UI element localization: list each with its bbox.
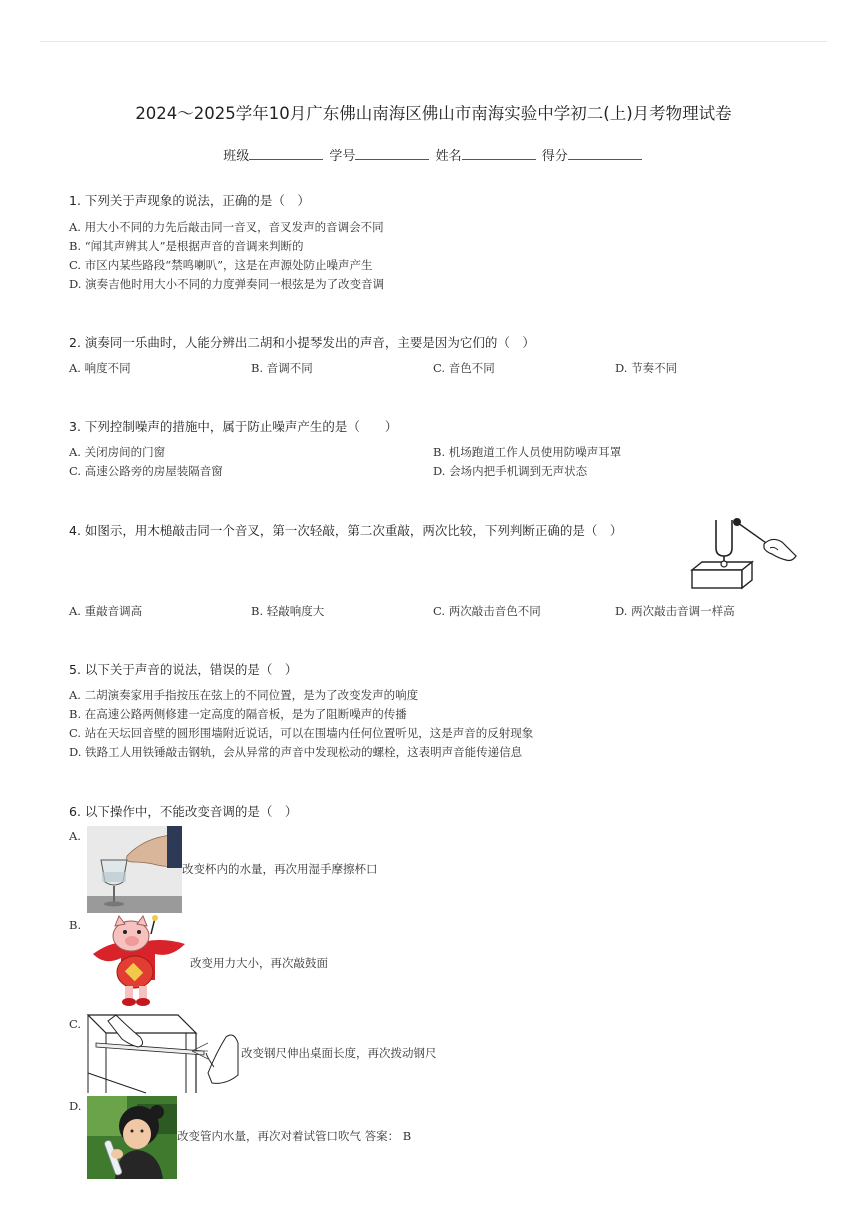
question-2-option-a: A. 响度不同 bbox=[69, 361, 131, 375]
question-1-stem: 1. 下列关于声现象的说法，正确的是（ ） bbox=[69, 193, 310, 208]
steel-ruler-table-image bbox=[86, 1013, 241, 1095]
question-6-option-d-letter: D. bbox=[69, 1099, 82, 1113]
question-2-option-b: B. 音调不同 bbox=[251, 361, 313, 375]
question-6-option-d-text: 改变管内水量，再次对着试管口吹气 答案： B bbox=[177, 1129, 412, 1143]
question-1-option-c: C. 市区内某些路段“禁鸣喇叭”，这是在声源处防止噪声产生 bbox=[69, 258, 373, 272]
question-5-option-d: D. 铁路工人用铁锤敲击钢轨，会从异常的声音中发现松动的螺栓，这表明声音能传递信息 bbox=[69, 745, 523, 759]
question-1-option-b: B. “闻其声辨其人”是根据声音的音调来判断的 bbox=[69, 239, 304, 253]
question-6-option-c-text: 改变钢尺伸出桌面长度，再次拨动钢尺 bbox=[241, 1046, 437, 1060]
question-2-option-c: C. 音色不同 bbox=[433, 361, 495, 375]
tuning-fork-figure bbox=[686, 514, 802, 592]
cartoon-pig-drum-image bbox=[85, 914, 189, 1012]
class-label: 班级 bbox=[223, 149, 250, 164]
question-3-option-d: D. 会场内把手机调到无声状态 bbox=[433, 464, 588, 478]
question-1-option-a: A. 用大小不同的力先后敲击同一音叉，音叉发声的音调会不同 bbox=[69, 220, 384, 234]
wine-glass-finger-image bbox=[87, 826, 182, 913]
question-3-option-c: C. 高速公路旁的房屋装隔音窗 bbox=[69, 464, 223, 478]
question-6-option-b-text: 改变用力大小，再次敲鼓面 bbox=[190, 956, 328, 970]
question-4-stem: 4. 如图示，用木槌敲击同一个音叉，第一次轻敲，第二次重敲，两次比较，下列判断正确的是（ ） bbox=[69, 523, 623, 538]
question-2-option-d: D. 节奏不同 bbox=[615, 361, 678, 375]
question-5-option-a: A. 二胡演奏家用手指按压在弦上的不同位置，是为了改变发声的响度 bbox=[69, 688, 419, 702]
exam-title: 2024～2025学年10月广东佛山南海区佛山市南海实验中学初二(上)月考物理试卷 bbox=[135, 104, 732, 123]
question-3-stem: 3. 下列控制噪声的措施中，属于防止噪声产生的是（ ） bbox=[69, 419, 398, 434]
question-6-option-a-text: 改变杯内的水量，再次用湿手摩擦杯口 bbox=[182, 862, 378, 876]
student-id-blank[interactable] bbox=[355, 147, 429, 160]
student-id-label: 学号 bbox=[329, 149, 356, 164]
question-3-option-b: B. 机场跑道工作人员使用防噪声耳罩 bbox=[433, 445, 622, 459]
question-6-stem: 6. 以下操作中，不能改变音调的是（ ） bbox=[69, 804, 298, 819]
question-4-option-c: C. 两次敲击音色不同 bbox=[433, 604, 541, 618]
girl-blowing-test-tube-image bbox=[87, 1096, 177, 1179]
question-5-option-c: C. 站在天坛回音壁的圆形围墙附近说话，可以在围墙内任何位置听见，这是声音的反射现象 bbox=[69, 726, 534, 740]
name-blank[interactable] bbox=[462, 147, 536, 160]
top-divider bbox=[40, 41, 827, 42]
name-label: 姓名 bbox=[435, 149, 462, 164]
question-2-stem: 2. 演奏同一乐曲时，人能分辨出二胡和小提琴发出的声音，主要是因为它们的（ ） bbox=[69, 335, 535, 350]
student-info-line bbox=[0, 145, 867, 164]
question-1-option-d: D. 演奏吉他时用大小不同的力度弹奏同一根弦是为了改变音调 bbox=[69, 277, 385, 291]
question-4-option-a: A. 重敲音调高 bbox=[69, 604, 143, 618]
class-blank[interactable] bbox=[249, 147, 323, 160]
question-5-stem: 5. 以下关于声音的说法，错误的是（ ） bbox=[69, 662, 298, 677]
question-5-option-b: B. 在高速公路两侧修建一定高度的隔音板，是为了阻断噪声的传播 bbox=[69, 707, 407, 721]
score-blank[interactable] bbox=[568, 147, 642, 160]
question-4-option-b: B. 轻敲响度大 bbox=[251, 604, 325, 618]
question-6-option-c-letter: C. bbox=[69, 1017, 82, 1031]
question-4-option-d: D. 两次敲击音调一样高 bbox=[615, 604, 735, 618]
question-6-option-a-letter: A. bbox=[69, 829, 81, 843]
question-6-option-b-letter: B. bbox=[69, 918, 82, 932]
score-label: 得分 bbox=[541, 149, 568, 164]
question-3-option-a: A. 关闭房间的门窗 bbox=[69, 445, 166, 459]
